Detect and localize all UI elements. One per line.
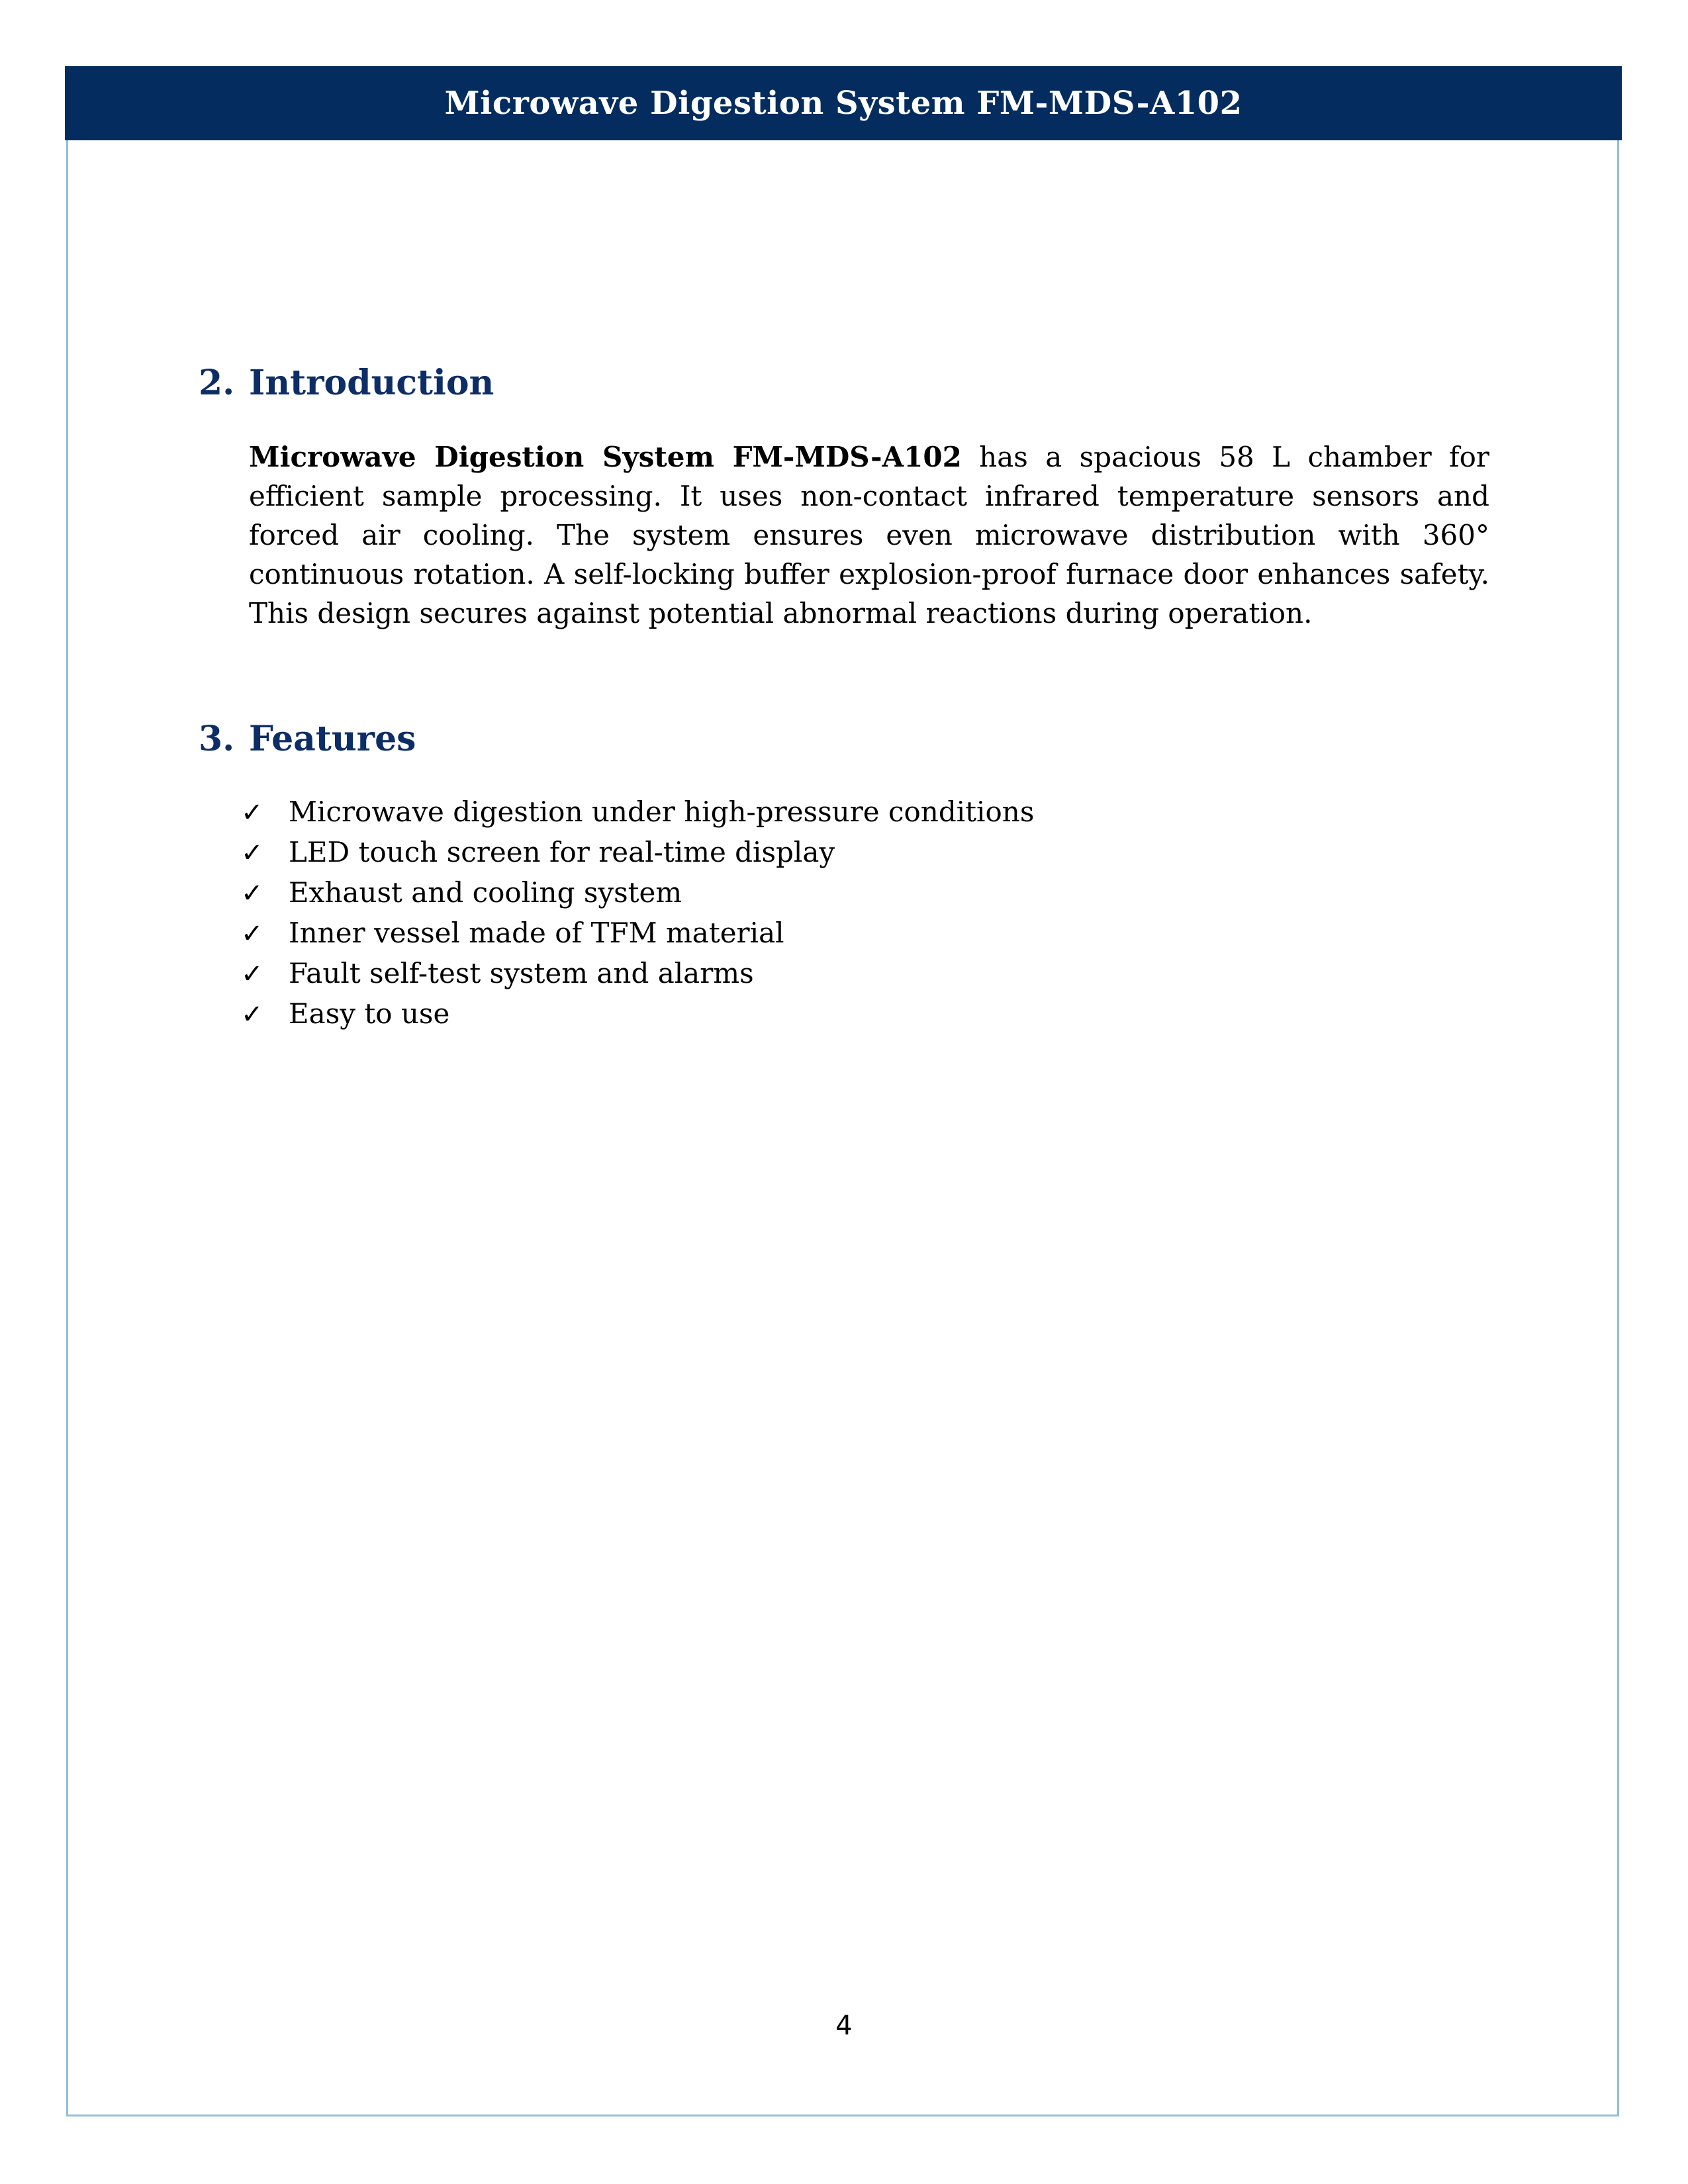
introduction-heading — [199, 363, 1489, 403]
document-title: Microwave Digestion System FM-MDS-A102 — [444, 85, 1243, 122]
features-heading — [199, 719, 1489, 759]
check-icon: ✓ — [241, 999, 263, 1030]
list-item — [241, 913, 1489, 954]
list-item — [241, 954, 1489, 994]
check-icon: ✓ — [241, 838, 263, 868]
check-icon: ✓ — [241, 797, 263, 828]
list-item — [241, 873, 1489, 913]
feature-list — [241, 792, 1489, 1034]
feature-text: Inner vessel made of TFM material — [289, 917, 784, 949]
list-item — [241, 833, 1489, 873]
check-icon: ✓ — [241, 959, 263, 989]
introduction-body: has a spacious 58 L chamber for efficient sample processing. It uses non-contact infrared temperature sensors and forced air cooling. The system ensures even microwave distribution with 360° continuous rotation. A self-locking buffer explosion-proof furnace door enhances safety. This design secures against potential abnormal reactions during operation. — [249, 441, 1489, 629]
check-icon: ✓ — [241, 878, 263, 909]
list-item — [241, 792, 1489, 833]
feature-text: Fault self-test system and alarms — [289, 957, 754, 989]
features-section — [199, 719, 1489, 1034]
feature-text: Exhaust and cooling system — [289, 876, 682, 909]
feature-text: LED touch screen for real-time display — [289, 836, 835, 868]
introduction-paragraph — [249, 437, 1489, 633]
introduction-heading-text: Introduction — [249, 363, 494, 403]
features-section-number: 3. — [199, 719, 235, 759]
document-header — [65, 66, 1622, 140]
list-item — [241, 994, 1489, 1034]
introduction-section — [199, 363, 1489, 633]
features-heading-text: Features — [249, 719, 416, 759]
page-number: 4 — [835, 2011, 853, 2041]
introduction-section-number: 2. — [199, 363, 235, 403]
feature-text: Easy to use — [289, 997, 450, 1030]
product-name: Microwave Digestion System FM-MDS-A102 — [249, 441, 962, 473]
check-icon: ✓ — [241, 919, 263, 949]
feature-text: Microwave digestion under high-pressure conditions — [289, 796, 1035, 828]
